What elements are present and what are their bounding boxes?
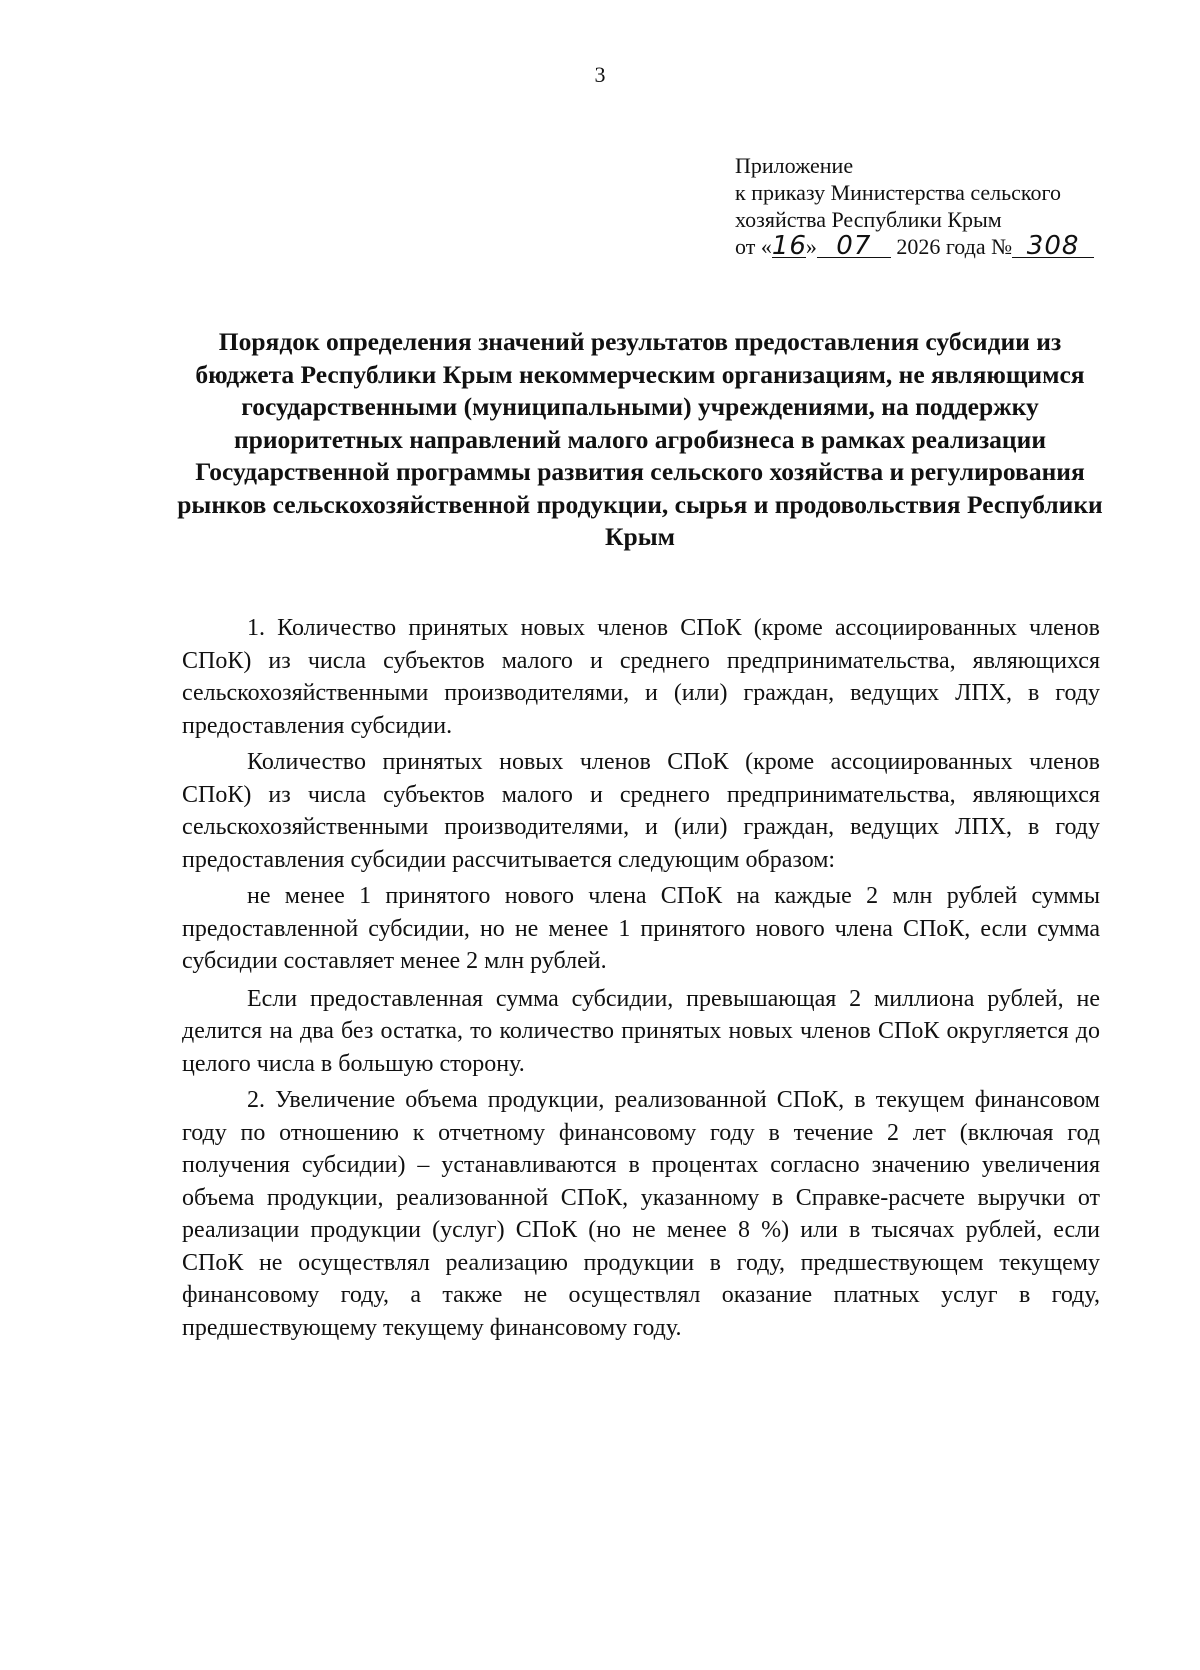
year-text: 2026 года № xyxy=(896,234,1013,259)
handwritten-order-number: 308 xyxy=(1012,235,1094,258)
date-mid: » xyxy=(805,234,817,259)
document-body xyxy=(182,612,1100,1348)
appendix-line-1: Приложение xyxy=(735,153,854,178)
paragraph-1: 1. Количество принятых новых членов СПоК (кроме ассоциированных членов СПоК) из числа субъектов малого и среднего предпринимательства, являющихся сельскохозяйственными производителями, и (или) граждан, ведущих ЛПХ, в году предоставления субсидии. xyxy=(182,615,1100,739)
appendix-block xyxy=(735,152,1175,260)
appendix-date-line xyxy=(735,233,1175,260)
page-number: 3 xyxy=(594,62,606,87)
date-prefix: от « xyxy=(735,234,772,259)
paragraph-5: 2. Увеличение объема продукции, реализованной СПоК, в текущем финансовом году по отношению к отчетному финансовому году в течение 2 лет (включая год получения субсидии) – устанавливаются в процентах согласно значению увеличения объема продукции, реализованной СПоК, указанному в Справке-расчете выручки от реализации продукции (услуг) СПоК (но не менее 8 %) или в тысячах рублей, если СПоК не осуществлял реализацию продукции в году, предшествующем текущему финансовому году, а также не осуществлял оказание платных услуг в году, предшествующему текущему финансовому году. xyxy=(182,1087,1100,1341)
handwritten-month: 07 xyxy=(817,235,891,258)
paragraph-2: Количество принятых новых членов СПоК (кроме ассоциированных членов СПоК) из числа субъектов малого и среднего предпринимательства, являющихся сельскохозяйственными производителями, и (или) граждан, ведущих ЛПХ, в году предоставления субсидии рассчитывается следующим образом: xyxy=(182,749,1100,873)
handwritten-day: 16 xyxy=(771,231,807,261)
appendix-line-3: хозяйства Республики Крым xyxy=(735,207,1002,232)
appendix-line-2: к приказу Министерства сельского xyxy=(735,180,1061,205)
paragraph-3: не менее 1 принятого нового члена СПоК на каждые 2 млн рублей суммы предоставленной субсидии, но не менее 1 принятого нового члена СПоК, если сумма субсидии составляет менее 2 млн рублей. xyxy=(182,883,1100,974)
document-title: Порядок определения значений результатов предоставления субсидии из бюджета Республики Крым некоммерческим организациям, не являющимся государственными (муниципальными) учреждениями, на поддержку приоритетных направлений малого агробизнеса в рамках реализации Государственной программы развития сельского хозяйства и регулирования рынков сельскохозяйственной продукции, сырья и продовольствия Республики Крым xyxy=(177,327,1103,551)
paragraph-4: Если предоставленная сумма субсидии, превышающая 2 миллиона рублей, не делится на два без остатка, то количество принятых новых членов СПоК округляется до целого числа в большую сторону. xyxy=(182,985,1100,1077)
